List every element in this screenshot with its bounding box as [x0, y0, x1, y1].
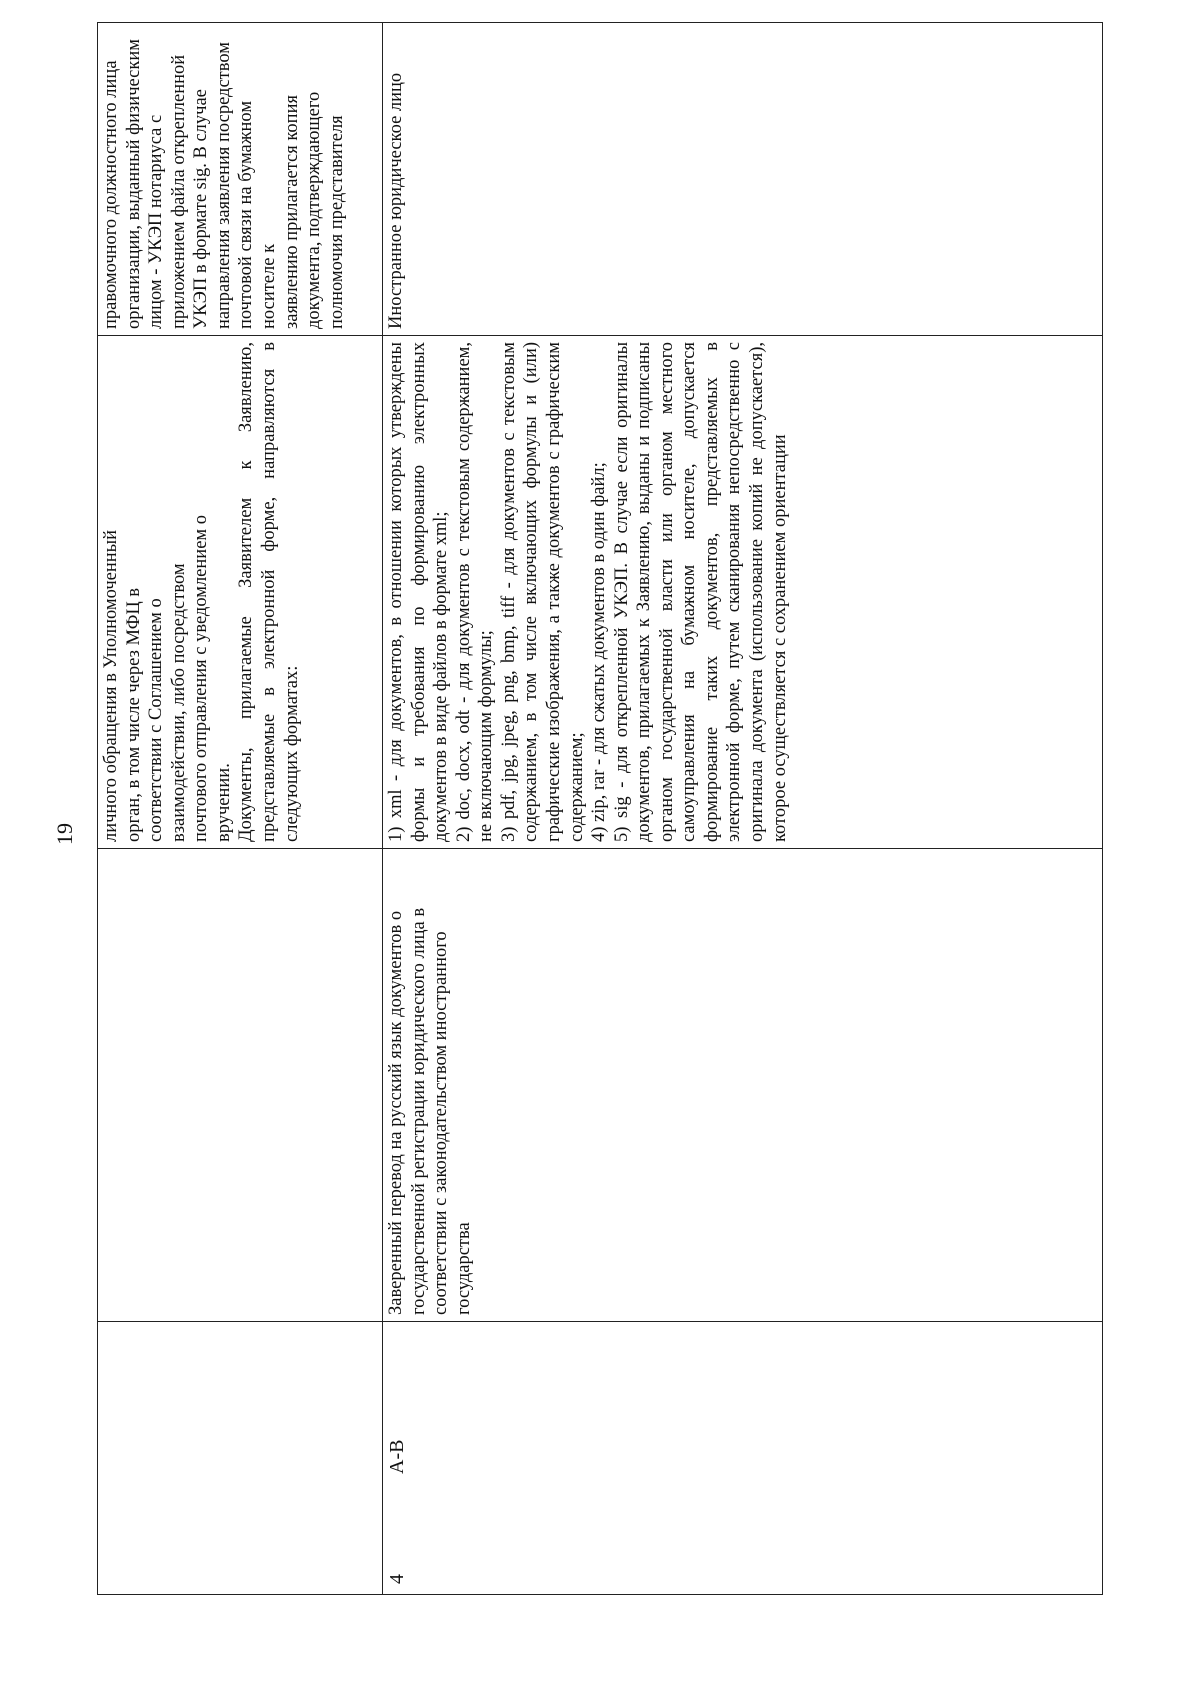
row1-document-cell — [98, 849, 383, 1322]
format-item: 1) xml - для документов, в отношении которых утверждены формы и требования по формированию электронных документов в виде файлов в формате xml; — [386, 342, 452, 842]
method-line: соответствии с Соглашением о — [146, 598, 167, 842]
applicant-line: документа, подтверждающего — [304, 91, 325, 329]
format-item: 5) sig - для открепленной УКЭП. В случае если оригиналы документов, прилагаемых к Заявлению, выданы и подписаны органом государственной власти или органом местного самоуправления на бумажном носителе, допускается формирование таких документов, представляемых в электронной форме, путем сканирования непосредственно с оригинала документа (использование копий не допускается), которое осуществляется с сохранением ориентации — [611, 342, 790, 842]
applicant-line: приложением файла открепленной — [168, 54, 189, 329]
page-number: 19 — [52, 823, 77, 845]
method-line: личного обращения в Уполномоченный — [101, 530, 121, 842]
format-item: 4) zip, rar - для сжатых документов в один файл; — [589, 462, 610, 842]
row1-method-cell — [98, 336, 383, 849]
document-code: А-В — [386, 1439, 408, 1474]
applicant-line: полномочия представителя — [326, 115, 347, 329]
row-number: 4 — [386, 1574, 408, 1584]
format-item: 3) pdf, jpg, jpeg, png, bmp, tiff - для документов с текстовым содержанием, в том числе включающих формулы и (или) графические изображения, а также документов с графическим содержанием; — [498, 342, 587, 842]
row2-document-cell — [383, 849, 1103, 1322]
method-line: орган, в том числе через МФЦ в — [123, 587, 144, 842]
applicant-line: правомочного должностного лица — [101, 60, 121, 329]
row2-formats-cell — [383, 23, 1103, 336]
row2-number-cell — [383, 1322, 1103, 1595]
applicant-line: заявлению прилагается копия — [281, 95, 302, 329]
applicant-line: почтовой связи на бумажном носителе к — [236, 100, 279, 329]
method-line: вручении. — [213, 763, 234, 842]
applicant-line: лицом - УКЭП нотариуса с — [146, 114, 167, 329]
method-line: взаимодействии, либо посредством — [168, 563, 189, 842]
applicant-type: Иностранное юридическое лицо — [386, 72, 406, 329]
row1-applicant-cell — [98, 23, 383, 336]
applicant-line: направления заявления посредством — [213, 42, 234, 329]
applicant-line: УКЭП в формате sig. В случае — [191, 89, 212, 329]
documents-format-intro: Документы, прилагаемые Заявителем к Заявлению, представляемые в электронной форме, направляются в следующих форматах: — [236, 342, 302, 842]
requirements-table — [97, 22, 1103, 1595]
method-line: почтового отправления с уведомлением о — [191, 515, 212, 842]
table-row — [383, 23, 1103, 1595]
row2-method-cell — [383, 336, 1103, 849]
row1-number-cell — [98, 1322, 383, 1595]
applicant-line: организации, выданный физическим — [123, 39, 144, 329]
document-title: Заверенный перевод на русский язык документов о государственной регистрации юридического лица в соответствии с законодательством иностранного государства — [386, 907, 474, 1315]
format-item: 2) doc, docx, odt - для документов с текстовым содержанием, не включающим формулы; — [453, 342, 497, 842]
rotated-table-wrapper — [97, 39, 1102, 1595]
table-row — [98, 23, 383, 1595]
